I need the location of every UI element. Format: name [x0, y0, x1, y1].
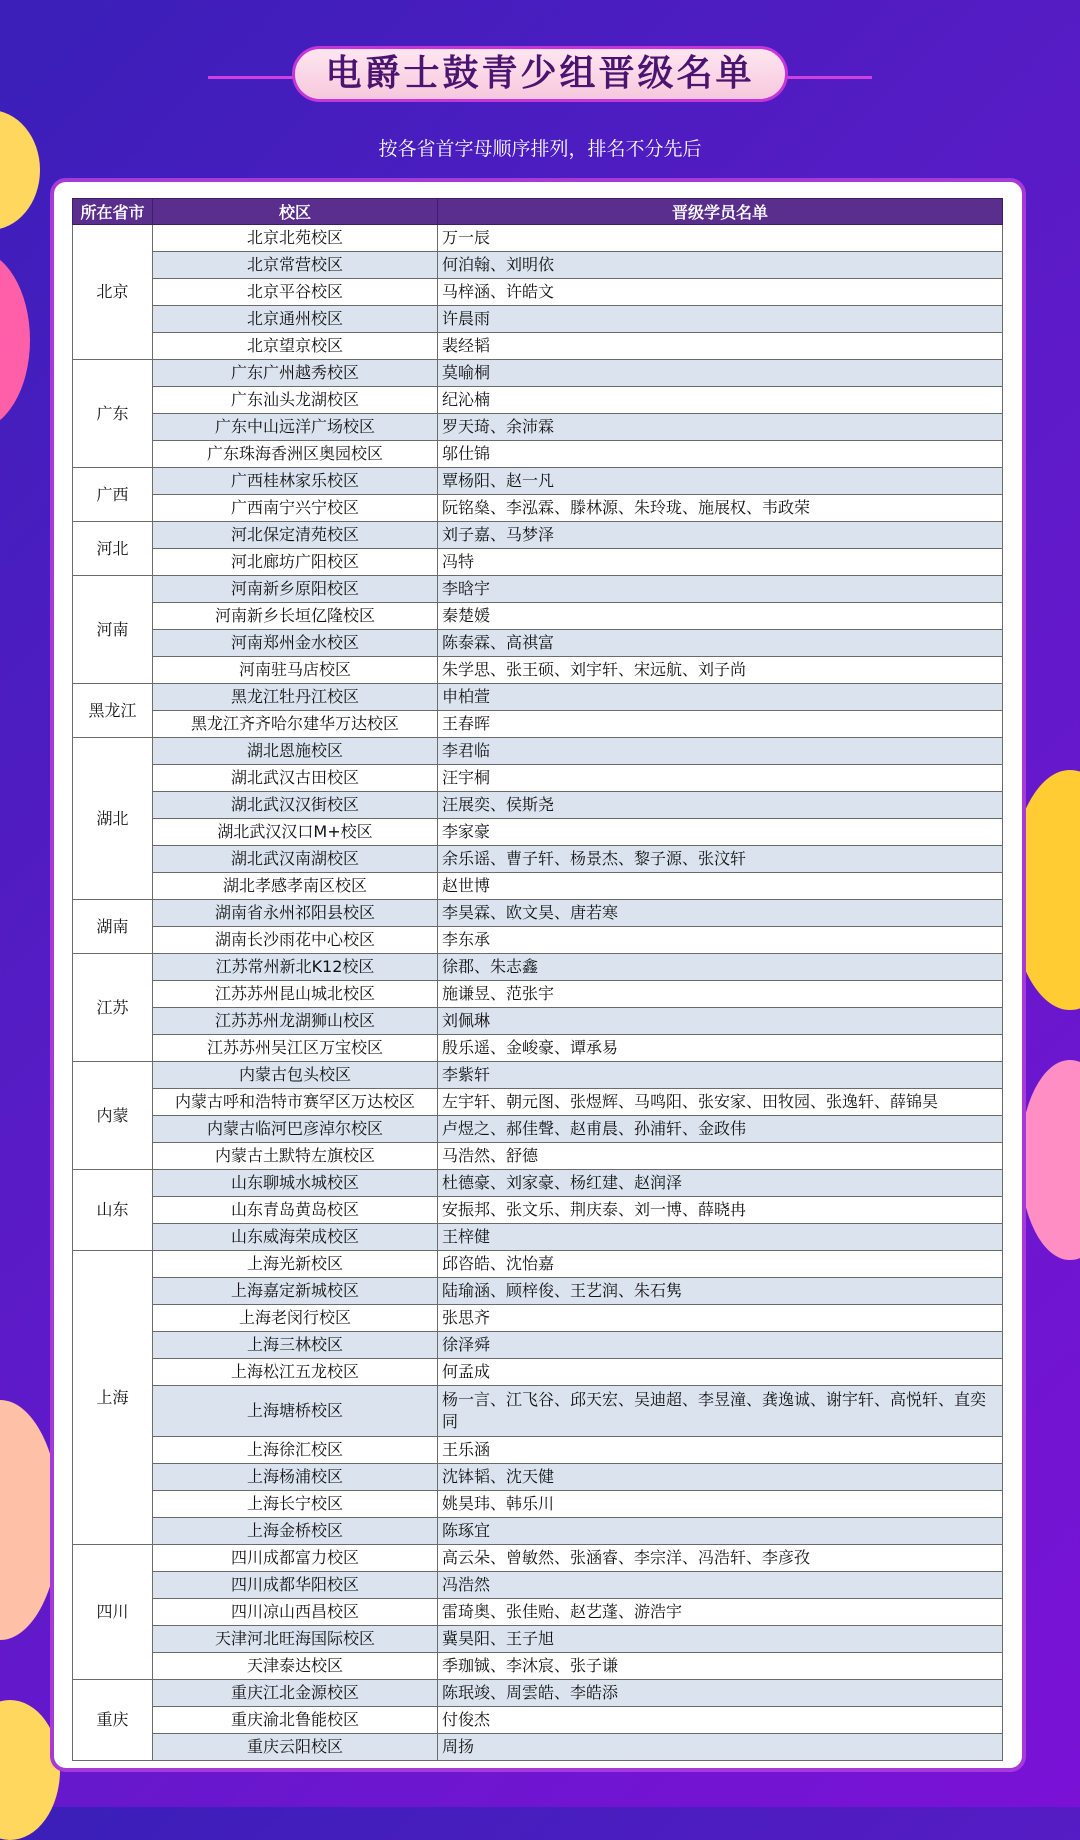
- campus-cell: 山东威海荣成校区: [153, 1224, 438, 1251]
- table-row: [73, 819, 1003, 846]
- campus-cell: 天津泰达校区: [153, 1653, 438, 1680]
- table-row: [73, 684, 1003, 711]
- student-names-cell: 刘子嘉、马梦泽: [438, 522, 1003, 549]
- student-names-cell: 陈泰霖、高祺富: [438, 630, 1003, 657]
- student-names-cell: 邬仕锦: [438, 441, 1003, 468]
- campus-cell: 湖南长沙雨花中心校区: [153, 927, 438, 954]
- campus-cell: 广西南宁兴宁校区: [153, 495, 438, 522]
- table-row: [73, 846, 1003, 873]
- table-row: [73, 1359, 1003, 1386]
- table-row: [73, 279, 1003, 306]
- student-names-cell: 姚昊玮、韩乐川: [438, 1491, 1003, 1518]
- table-row: [73, 360, 1003, 387]
- student-names-cell: 殷乐遥、金峻豪、谭承易: [438, 1035, 1003, 1062]
- table-row: [73, 387, 1003, 414]
- table-row: [73, 441, 1003, 468]
- student-names-cell: 周扬: [438, 1734, 1003, 1761]
- campus-cell: 内蒙古包头校区: [153, 1062, 438, 1089]
- table-row: [73, 1224, 1003, 1251]
- title-line-right: [782, 76, 872, 79]
- table-row: [73, 1332, 1003, 1359]
- student-names-cell: 覃杨阳、赵一凡: [438, 468, 1003, 495]
- table-row: [73, 630, 1003, 657]
- table-row: [73, 1143, 1003, 1170]
- table-row: [73, 576, 1003, 603]
- campus-cell: 上海杨浦校区: [153, 1464, 438, 1491]
- page-subtitle: 按各省首字母顺序排列，排名不分先后: [378, 138, 702, 160]
- student-names-cell: 申柏萱: [438, 684, 1003, 711]
- campus-cell: 湖南省永州祁阳县校区: [153, 900, 438, 927]
- student-names-cell: 汪宇桐: [438, 765, 1003, 792]
- table-row: [73, 603, 1003, 630]
- campus-cell: 湖北武汉古田校区: [153, 765, 438, 792]
- student-names-cell: 杨一言、江飞谷、邱天宏、吴迪超、李昱潼、龚逸诚、谢宇轩、高悦轩、直奕同: [438, 1386, 1003, 1437]
- student-names-cell: 李晗宇: [438, 576, 1003, 603]
- campus-cell: 内蒙古呼和浩特市赛罕区万达校区: [153, 1089, 438, 1116]
- table-row: [73, 1305, 1003, 1332]
- student-names-cell: 李昊霖、欧文昊、唐若寒: [438, 900, 1003, 927]
- campus-cell: 四川成都华阳校区: [153, 1572, 438, 1599]
- campus-cell: 上海老闵行校区: [153, 1305, 438, 1332]
- province-cell: 四川: [73, 1545, 153, 1680]
- campus-cell: 江苏苏州龙湖狮山校区: [153, 1008, 438, 1035]
- campus-cell: 湖北武汉汉街校区: [153, 792, 438, 819]
- student-names-cell: 裴经韬: [438, 333, 1003, 360]
- student-names-cell: 莫喻桐: [438, 360, 1003, 387]
- table-row: [73, 1518, 1003, 1545]
- table-row: [73, 549, 1003, 576]
- decor-blob-pink-right: [1020, 1060, 1080, 1260]
- campus-cell: 上海嘉定新城校区: [153, 1278, 438, 1305]
- campus-cell: 河北廊坊广阳校区: [153, 549, 438, 576]
- student-names-cell: 冀昊阳、王子旭: [438, 1626, 1003, 1653]
- table-row: [73, 1653, 1003, 1680]
- student-names-cell: 邱咨皓、沈怡嘉: [438, 1251, 1003, 1278]
- province-cell: 重庆: [73, 1680, 153, 1761]
- campus-cell: 内蒙古临河巴彦淖尔校区: [153, 1116, 438, 1143]
- student-names-cell: 马浩然、舒德: [438, 1143, 1003, 1170]
- campus-cell: 北京通州校区: [153, 306, 438, 333]
- student-names-cell: 陈珉竣、周雲皓、李皓添: [438, 1680, 1003, 1707]
- campus-cell: 上海光新校区: [153, 1251, 438, 1278]
- student-names-cell: 雷琦奥、张佳贻、赵艺蓬、游浩宇: [438, 1599, 1003, 1626]
- table-row: [73, 1491, 1003, 1518]
- student-names-cell: 卢煜之、郝佳聲、赵甫晨、孙浦轩、金政伟: [438, 1116, 1003, 1143]
- table-row: [73, 1008, 1003, 1035]
- student-names-cell: 罗天琦、余沛霖: [438, 414, 1003, 441]
- table-row: [73, 333, 1003, 360]
- student-names-cell: 左宇轩、朝元图、张煜辉、马鸣阳、张安家、田牧园、张逸轩、薛锦昊: [438, 1089, 1003, 1116]
- table-row: [73, 981, 1003, 1008]
- student-names-cell: 余乐谣、曹子轩、杨景杰、黎子源、张汶轩: [438, 846, 1003, 873]
- campus-cell: 北京平谷校区: [153, 279, 438, 306]
- campus-cell: 上海长宁校区: [153, 1491, 438, 1518]
- student-names-cell: 徐郡、朱志鑫: [438, 954, 1003, 981]
- student-names-cell: 陈琢宜: [438, 1518, 1003, 1545]
- table-row: [73, 1680, 1003, 1707]
- table-row: [73, 225, 1003, 252]
- table-row: [73, 1545, 1003, 1572]
- campus-cell: 天津河北旺海国际校区: [153, 1626, 438, 1653]
- campus-cell: 上海徐汇校区: [153, 1437, 438, 1464]
- campus-cell: 广东珠海香洲区奥园校区: [153, 441, 438, 468]
- campus-cell: 北京常营校区: [153, 252, 438, 279]
- campus-cell: 广东汕头龙湖校区: [153, 387, 438, 414]
- header-campus: 校区: [153, 199, 438, 225]
- campus-cell: 湖北武汉南湖校区: [153, 846, 438, 873]
- campus-cell: 北京望京校区: [153, 333, 438, 360]
- student-names-cell: 付俊杰: [438, 1707, 1003, 1734]
- table-row: [73, 657, 1003, 684]
- table-row: [73, 1437, 1003, 1464]
- table-row: [73, 1464, 1003, 1491]
- student-names-cell: 徐泽舜: [438, 1332, 1003, 1359]
- table-row: [73, 1035, 1003, 1062]
- province-cell: 黑龙江: [73, 684, 153, 738]
- student-names-cell: 王乐涵: [438, 1437, 1003, 1464]
- campus-cell: 湖北恩施校区: [153, 738, 438, 765]
- table-row: [73, 1251, 1003, 1278]
- table-row: [73, 1062, 1003, 1089]
- campus-cell: 内蒙古土默特左旗校区: [153, 1143, 438, 1170]
- student-names-cell: 安振邦、张文乐、荆庆泰、刘一博、薛晓冉: [438, 1197, 1003, 1224]
- table-row: [73, 1599, 1003, 1626]
- table-row: [73, 1386, 1003, 1437]
- student-names-cell: 赵世博: [438, 873, 1003, 900]
- table-row: [73, 954, 1003, 981]
- table-row: [73, 711, 1003, 738]
- page-title: 电爵士鼓青少组晋级名单: [292, 46, 788, 102]
- header-names: 晋级学员名单: [438, 199, 1003, 225]
- student-names-cell: 许晨雨: [438, 306, 1003, 333]
- province-cell: 河北: [73, 522, 153, 576]
- title-banner: [0, 46, 1080, 106]
- table-row: [73, 792, 1003, 819]
- student-names-cell: 刘佩琳: [438, 1008, 1003, 1035]
- province-cell: 湖北: [73, 738, 153, 900]
- table-row: [73, 1278, 1003, 1305]
- campus-cell: 湖北武汉汉口M+校区: [153, 819, 438, 846]
- campus-cell: 湖北孝感孝南区校区: [153, 873, 438, 900]
- student-names-cell: 施谦昱、范张宇: [438, 981, 1003, 1008]
- campus-cell: 江苏苏州吴江区万宝校区: [153, 1035, 438, 1062]
- student-names-cell: 纪沁楠: [438, 387, 1003, 414]
- student-names-cell: 李东承: [438, 927, 1003, 954]
- student-names-cell: 沈钵韬、沈天健: [438, 1464, 1003, 1491]
- campus-cell: 广东广州越秀校区: [153, 360, 438, 387]
- campus-cell: 上海三林校区: [153, 1332, 438, 1359]
- campus-cell: 上海松江五龙校区: [153, 1359, 438, 1386]
- student-names-cell: 张思齐: [438, 1305, 1003, 1332]
- student-names-cell: 冯特: [438, 549, 1003, 576]
- student-names-cell: 高云朵、曾敏然、张涵睿、李宗洋、冯浩轩、李彦孜: [438, 1545, 1003, 1572]
- province-cell: 河南: [73, 576, 153, 684]
- student-names-cell: 马梓涵、许皓文: [438, 279, 1003, 306]
- student-names-cell: 秦楚媛: [438, 603, 1003, 630]
- student-names-cell: 李君临: [438, 738, 1003, 765]
- student-names-cell: 杜德豪、刘家豪、杨红建、赵润泽: [438, 1170, 1003, 1197]
- student-names-cell: 王春晖: [438, 711, 1003, 738]
- table-row: [73, 927, 1003, 954]
- province-cell: 上海: [73, 1251, 153, 1545]
- campus-cell: 重庆江北金源校区: [153, 1680, 438, 1707]
- table-row: [73, 1626, 1003, 1653]
- campus-cell: 重庆云阳校区: [153, 1734, 438, 1761]
- campus-cell: 山东聊城水城校区: [153, 1170, 438, 1197]
- campus-cell: 上海金桥校区: [153, 1518, 438, 1545]
- student-names-cell: 冯浩然: [438, 1572, 1003, 1599]
- province-cell: 广西: [73, 468, 153, 522]
- campus-cell: 广东中山远洋广场校区: [153, 414, 438, 441]
- province-cell: 山东: [73, 1170, 153, 1251]
- decor-blob-yellow-left: [0, 110, 40, 230]
- campus-cell: 黑龙江牡丹江校区: [153, 684, 438, 711]
- table-row: [73, 522, 1003, 549]
- table-body: [73, 225, 1003, 1761]
- student-names-cell: 李紫轩: [438, 1062, 1003, 1089]
- promotion-table: [72, 198, 1003, 1761]
- header-province: 所在省市: [73, 199, 153, 225]
- table-row: [73, 1572, 1003, 1599]
- student-names-cell: 王梓健: [438, 1224, 1003, 1251]
- campus-cell: 江苏常州新北K12校区: [153, 954, 438, 981]
- table-header-row: [73, 199, 1003, 225]
- campus-cell: 河南郑州金水校区: [153, 630, 438, 657]
- table-row: [73, 1170, 1003, 1197]
- table-row: [73, 1707, 1003, 1734]
- province-cell: 广东: [73, 360, 153, 468]
- student-names-cell: 季珈铖、李沐宸、张子谦: [438, 1653, 1003, 1680]
- campus-cell: 广西桂林家乐校区: [153, 468, 438, 495]
- student-names-cell: 何孟成: [438, 1359, 1003, 1386]
- campus-cell: 河南新乡原阳校区: [153, 576, 438, 603]
- student-names-cell: 陆瑜涵、顾梓俊、王艺润、朱石隽: [438, 1278, 1003, 1305]
- campus-cell: 四川凉山西昌校区: [153, 1599, 438, 1626]
- table-row: [73, 495, 1003, 522]
- table-row: [73, 900, 1003, 927]
- table-row: [73, 306, 1003, 333]
- decor-blob-pink-left: [0, 250, 30, 430]
- campus-cell: 河北保定清苑校区: [153, 522, 438, 549]
- campus-cell: 四川成都富力校区: [153, 1545, 438, 1572]
- table-row: [73, 1089, 1003, 1116]
- campus-cell: 江苏苏州昆山城北校区: [153, 981, 438, 1008]
- campus-cell: 河南新乡长垣亿隆校区: [153, 603, 438, 630]
- table-row: [73, 738, 1003, 765]
- campus-cell: 上海塘桥校区: [153, 1386, 438, 1437]
- table-row: [73, 1197, 1003, 1224]
- campus-cell: 北京北苑校区: [153, 225, 438, 252]
- table-row: [73, 468, 1003, 495]
- table-row: [73, 765, 1003, 792]
- student-names-cell: 万一辰: [438, 225, 1003, 252]
- title-line-left: [208, 76, 298, 79]
- student-names-cell: 阮铭燊、李泓霖、滕林源、朱玲珑、施展权、韦政荣: [438, 495, 1003, 522]
- student-names-cell: 朱学思、张王硕、刘宇轩、宋远航、刘子尚: [438, 657, 1003, 684]
- table-row: [73, 252, 1003, 279]
- table-row: [73, 1734, 1003, 1761]
- campus-cell: 山东青岛黄岛校区: [153, 1197, 438, 1224]
- province-cell: 北京: [73, 225, 153, 360]
- campus-cell: 重庆渝北鲁能校区: [153, 1707, 438, 1734]
- student-names-cell: 汪展奕、侯斯尧: [438, 792, 1003, 819]
- province-cell: 江苏: [73, 954, 153, 1062]
- province-cell: 湖南: [73, 900, 153, 954]
- student-names-cell: 李家豪: [438, 819, 1003, 846]
- province-cell: 内蒙: [73, 1062, 153, 1170]
- table-row: [73, 1116, 1003, 1143]
- table-row: [73, 873, 1003, 900]
- campus-cell: 黑龙江齐齐哈尔建华万达校区: [153, 711, 438, 738]
- campus-cell: 河南驻马店校区: [153, 657, 438, 684]
- student-names-cell: 何泊翰、刘明依: [438, 252, 1003, 279]
- table-row: [73, 414, 1003, 441]
